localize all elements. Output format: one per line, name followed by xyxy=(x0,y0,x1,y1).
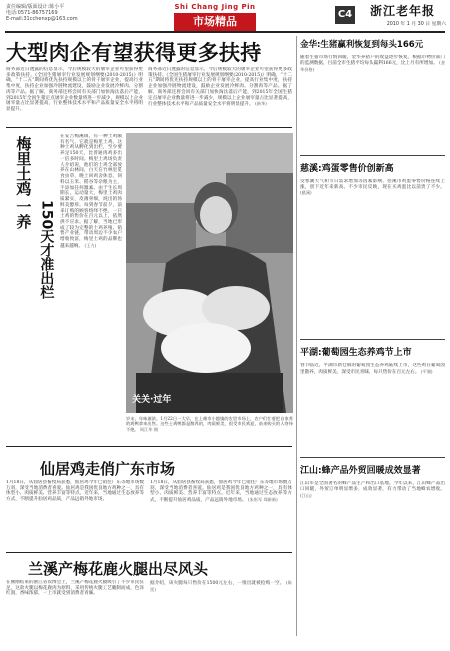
market-photo xyxy=(126,133,293,413)
lead-body-col2 xyxy=(148,67,292,123)
feature1-title-line2: 一养 xyxy=(14,199,33,229)
feature1-byline: (王力) xyxy=(84,242,97,248)
lead-body-continued: 商务部近日透露的信息显示，今后规模较大的屠宰企业可望获得更多政策扶持。《全国生猪屠宰行业发展规划纲要(2010-2015)》明确，“十二五”期间将优先扶持规模以上的骨干屠宰企业，提高行业集中度，扶持企业加强冷链物流建设，鼓励企业发展冷鲜肉、分割肉等产品。据了解，商务部还将会同有关部门加快淘汰落后产能，到2015年全国生猪定点屠宰企业数量将进一步减少，规模以上企业屠宰量占比显著提高，行业整体技术水平和产品质量安全水平将明显提升。 xyxy=(148,67,292,108)
photo-illustration xyxy=(126,133,293,413)
feature2-headline: 仙居鸡走俏广东市场 xyxy=(40,460,176,478)
side-byline-jinhua: (金华价格) xyxy=(300,60,445,73)
feature3-byline: (陈 雷) xyxy=(150,580,292,592)
feature1-vertical-title xyxy=(10,136,36,229)
side-body-jinhua-wrap xyxy=(300,55,445,153)
email-line: E-mail:31cchenxp@163.com xyxy=(6,15,78,22)
side-body-jiangshan-wrap xyxy=(300,481,445,649)
feature3-divider xyxy=(6,552,292,553)
masthead-contact xyxy=(6,5,156,22)
side-title-pinghu: 平湖:葡萄园生态养鸡节上市 xyxy=(300,347,412,358)
photo-caption-title: 关关·过年 xyxy=(132,395,172,405)
section-pinyin: Shi Chang Jing Pin xyxy=(174,3,256,11)
lead-divider xyxy=(6,127,292,128)
side-item-jiangshan xyxy=(300,458,445,651)
side-title-jinhua: 金华:生猪赢利恢复到每头166元 xyxy=(300,40,424,50)
feature2-divider xyxy=(6,446,292,447)
newspaper-name: 浙江老年报 xyxy=(369,4,435,18)
feature3-headline: 兰溪产梅花鹿火腿出尽风头 xyxy=(28,560,209,578)
side-column xyxy=(300,36,445,651)
side-byline-pinghu: (平湖) xyxy=(420,368,433,374)
issue-date: 2010 年 1 月 30 日 星期六 xyxy=(386,22,446,27)
side-byline-cixi: (慈溪) xyxy=(300,190,312,196)
side-body-cixi-wrap xyxy=(300,179,445,337)
feature1-body: 在安吉梅溪镇，有一种土鸡颇有名气，它就是梅里土鸡。这种土鸡从孵化到出栏，至少要养足150天，比普通肉鸡多出一倍多时间。梅里土鸡场负责人介绍说，他们的土鸡全部放养在山林间，白天在竹林里觅食虫草，晚上回鸡舍休息，饲料以玉米、稻谷等杂粮为主，不添加任何激素。由于生长周期长，运动量大，梅里土鸡肉质紧实，皮薄骨细，炖出的汤鲜美醇厚。每到春节前夕，前来订购的顾客络绎不绝，一只土鸡的售价在百元以上，依然供不应求。据了解，当地已形成了较为完整的土鸡养殖、销售产业链，带动周边不少农户增收致富，梅里土鸡的品牌也越来越响。 xyxy=(60,134,122,249)
feature1-title-line1: 梅里土鸡 xyxy=(14,136,33,196)
feature2-body: 1月18日，从仙居县畜牧局获悉，仙居鸡今年已销往广东等地市场数万羽，深受当地消费者喜爱。仙居鸡是我国优良地方鸡种之一，具有体型小、肉质鲜美、营养丰富等特点。近年来，当地通过生态放养等方式，不断提升仙居鸡品质，产品远销外地市场。 xyxy=(6,480,144,503)
side-item-jinhua xyxy=(300,36,445,156)
lead-headline: 大型肉企有望获得更多扶持 xyxy=(6,41,262,65)
feature2-body-col2 xyxy=(150,480,292,548)
side-item-pinghu xyxy=(300,340,445,458)
page-number: C4 xyxy=(335,6,355,24)
section-header xyxy=(160,3,270,31)
feature3-body: 在刚刚结束的浙江省农博会上，兰溪产梅花鹿火腿吸引了不少市民驻足。这款火腿以梅花鹿肉为原料，采用传统火腿工艺腌制而成，色泽红润，香味浓郁，一上市就受到消费者青睐。 xyxy=(6,580,144,597)
editor-line: 责任编辑/版面设计:陈小平 xyxy=(6,4,65,10)
header-rule xyxy=(5,31,445,33)
photo-caption-text: 岁末，年味渐浓。1月22日一大早，在上虞市小越镇的农贸市场上，农户们忙着把自家养的鸡鸭拿来出售。这些土鸡鸭都是散养的，肉质鲜美，很受市民欢迎，前来购买的人络绎不绝。 xyxy=(126,416,293,432)
lead-body: 商务部近日透露的信息显示，今后规模较大的屠宰企业可望获得更多政策扶持。《全国生猪屠宰行业发展规划纲要(2010-2015)》明确，“十二五”期间将优先扶持规模以上的骨干屠宰企业，提高行业集中度，扶持企业加强冷链物流建设，鼓励企业发展冷鲜肉、分割肉等产品。据了解，商务部还将会同有关部门加快淘汰落后产能，到2015年全国生猪定点屠宰企业数量将进一步减少，规模以上企业屠宰量占比显著提高，行业整体技术水平和产品质量安全水平将明显提升。 xyxy=(6,67,143,113)
feature1-title-line3-wrap xyxy=(38,200,58,299)
side-title-cixi: 慈溪:鸡蛋零售价创新高 xyxy=(300,163,394,174)
side-title-jiangshan: 江山:蜂产品外贸回暖成效显著 xyxy=(300,466,421,477)
feature2-body-continued: 1月18日，从仙居县畜牧局获悉，仙居鸡今年已销往广东等地市场数万羽，深受当地消费者喜爱。仙居鸡是我国优良地方鸡种之一，具有体型小、肉质鲜美、营养丰富等特点。近年来，当地通过生态放养等方式，不断提升仙居鸡品质，产品远销外地市场。 xyxy=(150,480,292,504)
lead-body-col1 xyxy=(6,67,143,123)
feature3-extra: 据介绍，该火腿每只售价在1500元左右，一推出就被抢购一空。 xyxy=(150,581,285,586)
photo-caption xyxy=(126,416,293,438)
side-item-cixi xyxy=(300,156,445,340)
feature2-body-col1 xyxy=(6,480,144,548)
side-body-pinghu-wrap xyxy=(300,363,445,455)
column-separator xyxy=(296,36,297,636)
feature1-title-line3: 150天才准出栏 xyxy=(38,200,55,300)
feature3-body-col2 xyxy=(150,580,292,636)
photo-credit: 周江华 摄 xyxy=(139,426,159,432)
side-body-jinhua: 随着生猪市场行情回暖，金华养猪户的收益逐步恢复。根据市物价部门的监测数据，目前全市生猪平均每头赢利166元，比上月有所增加。 xyxy=(300,54,445,67)
feature2-byline: (朱彤军 郑新新) xyxy=(247,497,278,503)
phone-line: 电话:0571-86757169 xyxy=(6,9,58,16)
side-body-cixi: 受寒潮天气和节日需求增加等因素影响，慈溪市鸡蛋零售价格连续上涨，创下近年来新高。不少市民反映，现在买鸡蛋比以前贵了不少。 xyxy=(300,178,445,190)
feature3-body-col1 xyxy=(6,580,144,636)
side-body-pinghu: 春节临近，平湖市新仓镇的葡萄园生态养鸡陆续上市，这些鸡在葡萄园里散养，肉质鲜美，深受市民青睐，每只售价在百元左右。 xyxy=(300,363,445,375)
lead-byline: (新华) xyxy=(255,101,267,107)
side-byline-jiangshan: (江山) xyxy=(300,492,312,498)
section-title: 市场精品 xyxy=(174,13,256,31)
side-body-jiangshan: 江山市是全国著名的蜂产品生产和出口基地。今年以来，江山蜂产品出口回暖，外贸订单明显增多，成效显著，有力带动了当地蜂农增收。 xyxy=(300,481,445,493)
feature1-body-col xyxy=(60,134,122,444)
